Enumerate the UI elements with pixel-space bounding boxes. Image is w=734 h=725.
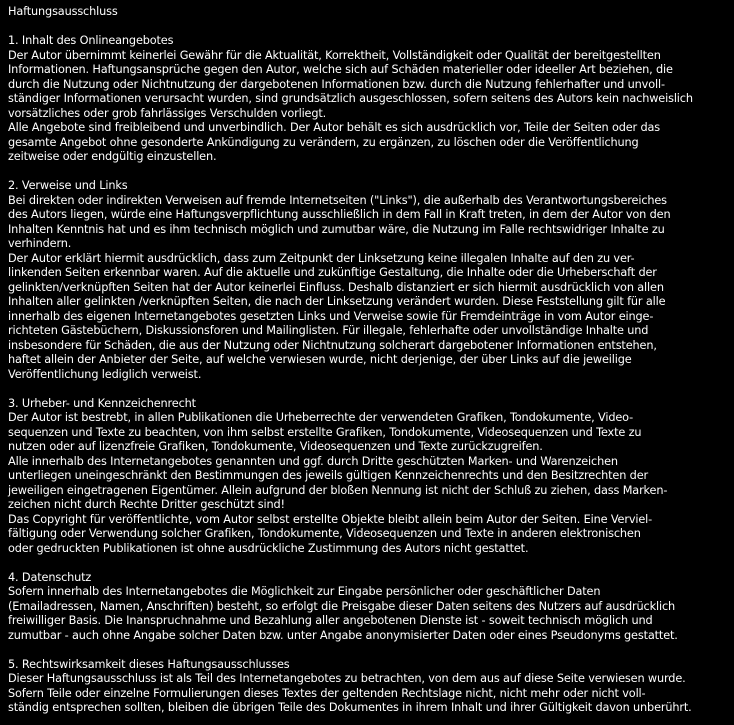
paragraph-line: Alle innerhalb des Internetangebotes genannten und ggf. durch Dritte geschützten Marken- und Warenzeichen [8,454,618,468]
paragraph-line: Sofern innerhalb des Internetangebotes die Möglichkeit zur Eingabe persönlicher oder geschäftlicher Daten [8,585,601,598]
paragraph-line: zeichen nicht durch Rechte Dritter geschützt sind! [8,498,285,511]
paragraph-line: linkenden Seiten erkennbar waren. Auf die aktuelle und zukünftige Gestaltung, die Inhalte oder die Urheberschaft der [8,266,657,279]
paragraph-line: haftet allein der Anbieter der Seite, auf welche verwiesen wurde, nicht derjenige, der über Links auf die jeweilige [8,353,632,366]
section-4 [8,571,728,658]
section-heading: 4. Datenschutz [8,570,92,584]
paragraph-line: freiwilliger Basis. Die Inanspruchnahme und Bezahlung aller angebotenen Dienste ist - soweit technisch möglich und [8,614,653,627]
paragraph-line: Inhalten aller gelinkten /verknüpften Seiten, die nach der Linksetzung verändert wurden. Diese Feststellung gilt für alle [8,295,666,308]
paragraph-line: Veröffentlichung lediglich verweist. [8,367,202,381]
section-heading: 2. Verweise und Links [8,179,128,192]
section-2 [8,179,728,397]
paragraph-line: Das Copyright für veröffentlichte, vom Autor selbst erstellte Objekte bleibt allein beim Autor der Seiten. Eine Verviel- [8,512,653,526]
paragraph-line: gelinkten/verknüpften Seiten hat der Autor keinerlei Einfluss. Deshalb distanziert er sich hiermit ausdrücklich von allen [8,280,664,294]
paragraph-line: zumutbar - auch ohne Angabe solcher Daten bzw. unter Angabe anonymisierter Daten oder eines Pseudonyms gestattet. [8,628,678,642]
section-1 [8,34,728,179]
spacer [8,165,728,180]
paragraph-line: nutzen oder auf lizenzfreie Grafiken, Tondokumente, Videosequenzen und Texte zurückzugreifen. [8,440,543,453]
paragraph-line: Alle Angebote sind freibleibend und unverbindlich. Der Autor behält es sich ausdrücklich vor, Teile der Seiten oder das [8,121,660,134]
paragraph-line: Sofern Teile oder einzelne Formulierungen dieses Textes der geltenden Rechtslage nicht, nicht mehr oder nicht voll- [8,686,646,700]
paragraph-line: Der Autor übernimmt keinerlei Gewähr für die Aktualität, Korrektheit, Vollständigkeit oder Qualität der bereitgestellten [8,48,661,62]
section-5 [8,658,728,716]
paragraph-line: innerhalb des eigenen Internetangebotes gesetzten Links und Verweise sowie für Fremdeinträge in vom Autor einge- [8,309,654,323]
paragraph-line: sequenzen und Texte zu beachten, von ihm selbst erstellte Grafiken, Tondokumente, Videosequenzen und Texte zu [8,425,642,439]
paragraph-line: ständig entsprechen sollten, bleiben die übrigen Teile des Dokumentes in ihrem Inhalt und ihrer Gültigkeit davon unberührt. [8,701,692,714]
paragraph-line: durch die Nutzung oder Nichtnutzung der dargebotenen Informationen bzw. durch die Nutzung fehlerhafter und unvoll- [8,77,665,91]
paragraph-line: vorsätzliches oder grob fahrlässiges Verschulden vorliegt. [8,106,327,120]
paragraph-line: Dieser Haftungsausschluss ist als Teil des Internetangebotes zu betrachten, von dem aus auf diese Seite verwiesen wurde. [8,672,686,685]
paragraph-line: gesamte Angebot ohne gesonderte Ankündigung zu verändern, zu ergänzen, zu löschen oder die Veröffentlichung [8,135,639,149]
spacer [8,556,728,571]
paragraph-line: fältigung oder Verwendung solcher Grafiken, Tondokumente, Videosequenzen und Texte in anderen elektronischen [8,527,641,540]
paragraph-line: verhindern. [8,237,72,250]
section-heading: 1. Inhalt des Onlineangebotes [8,34,174,47]
paragraph-line: Inhalten Kenntnis hat und es ihm technisch möglich und zumutbar wäre, die Nutzung im Falle rechtswidriger Inhalte zu [8,222,665,236]
paragraph-line: Der Autor ist bestrebt, in allen Publikationen die Urheberrechte der verwendeten Grafiken, Tondokumente, Video- [8,411,634,424]
paragraph-line: oder gedruckten Publikationen ist ohne ausdrückliche Zustimmung des Autors nicht gestattet. [8,541,529,555]
paragraph-line: (Emailadressen, Namen, Anschriften) besteht, so erfolgt die Preisgabe dieser Daten seitens des Nutzers auf ausdrücklich [8,599,676,613]
section-heading: 3. Urheber- und Kennzeichenrecht [8,396,196,410]
paragraph-line: Der Autor erklärt hiermit ausdrücklich, dass zum Zeitpunkt der Linksetzung keine illegalen Inhalte auf den zu ver- [8,251,635,265]
paragraph-line: richteten Gästebüchern, Diskussionsforen und Mailinglisten. Für illegale, fehlerhafte oder unvollständige Inhalte und [8,324,649,337]
paragraph-line: des Autors liegen, würde eine Haftungsverpflichtung ausschließlich in dem Fall in Kraft treten, in dem der Autor von den [8,208,671,221]
disclaimer-sections [8,34,728,716]
section-heading: 5. Rechtswirksamkeit dieses Haftungsausschlusses [8,657,290,671]
paragraph-line: insbesondere für Schäden, die aus der Nutzung oder Nichtnutzung solcherart dargebotener Informationen entstehen, [8,338,657,352]
spacer [8,382,728,397]
paragraph-line: Bei direkten oder indirekten Verweisen auf fremde Internetseiten ("Links"), die außerhalb des Verantwortungsbereiches [8,193,667,207]
paragraph-line: ständiger Informationen verursacht wurden, sind grundsätzlich ausgeschlossen, sofern seitens des Autors kein nachweislich [8,92,693,105]
paragraph-line: unterliegen uneingeschränkt den Bestimmungen des jeweils gültigen Kennzeichenrechts und den Besitzrechten der [8,469,648,482]
paragraph-line: jeweiligen eingetragenen Eigentümer. Allein aufgrund der bloßen Nennung ist nicht der Schluß zu ziehen, dass Marken- [8,483,668,497]
paragraph-line: Informationen. Haftungsansprüche gegen den Autor, welche sich auf Schäden materieller oder ideeller Art beziehen, die [8,63,673,76]
page-title: Haftungsausschluss [8,5,118,18]
paragraph-line: zeitweise oder endgültig einzustellen. [8,150,217,163]
spacer [8,643,728,658]
spacer [8,20,728,35]
section-3 [8,397,728,571]
